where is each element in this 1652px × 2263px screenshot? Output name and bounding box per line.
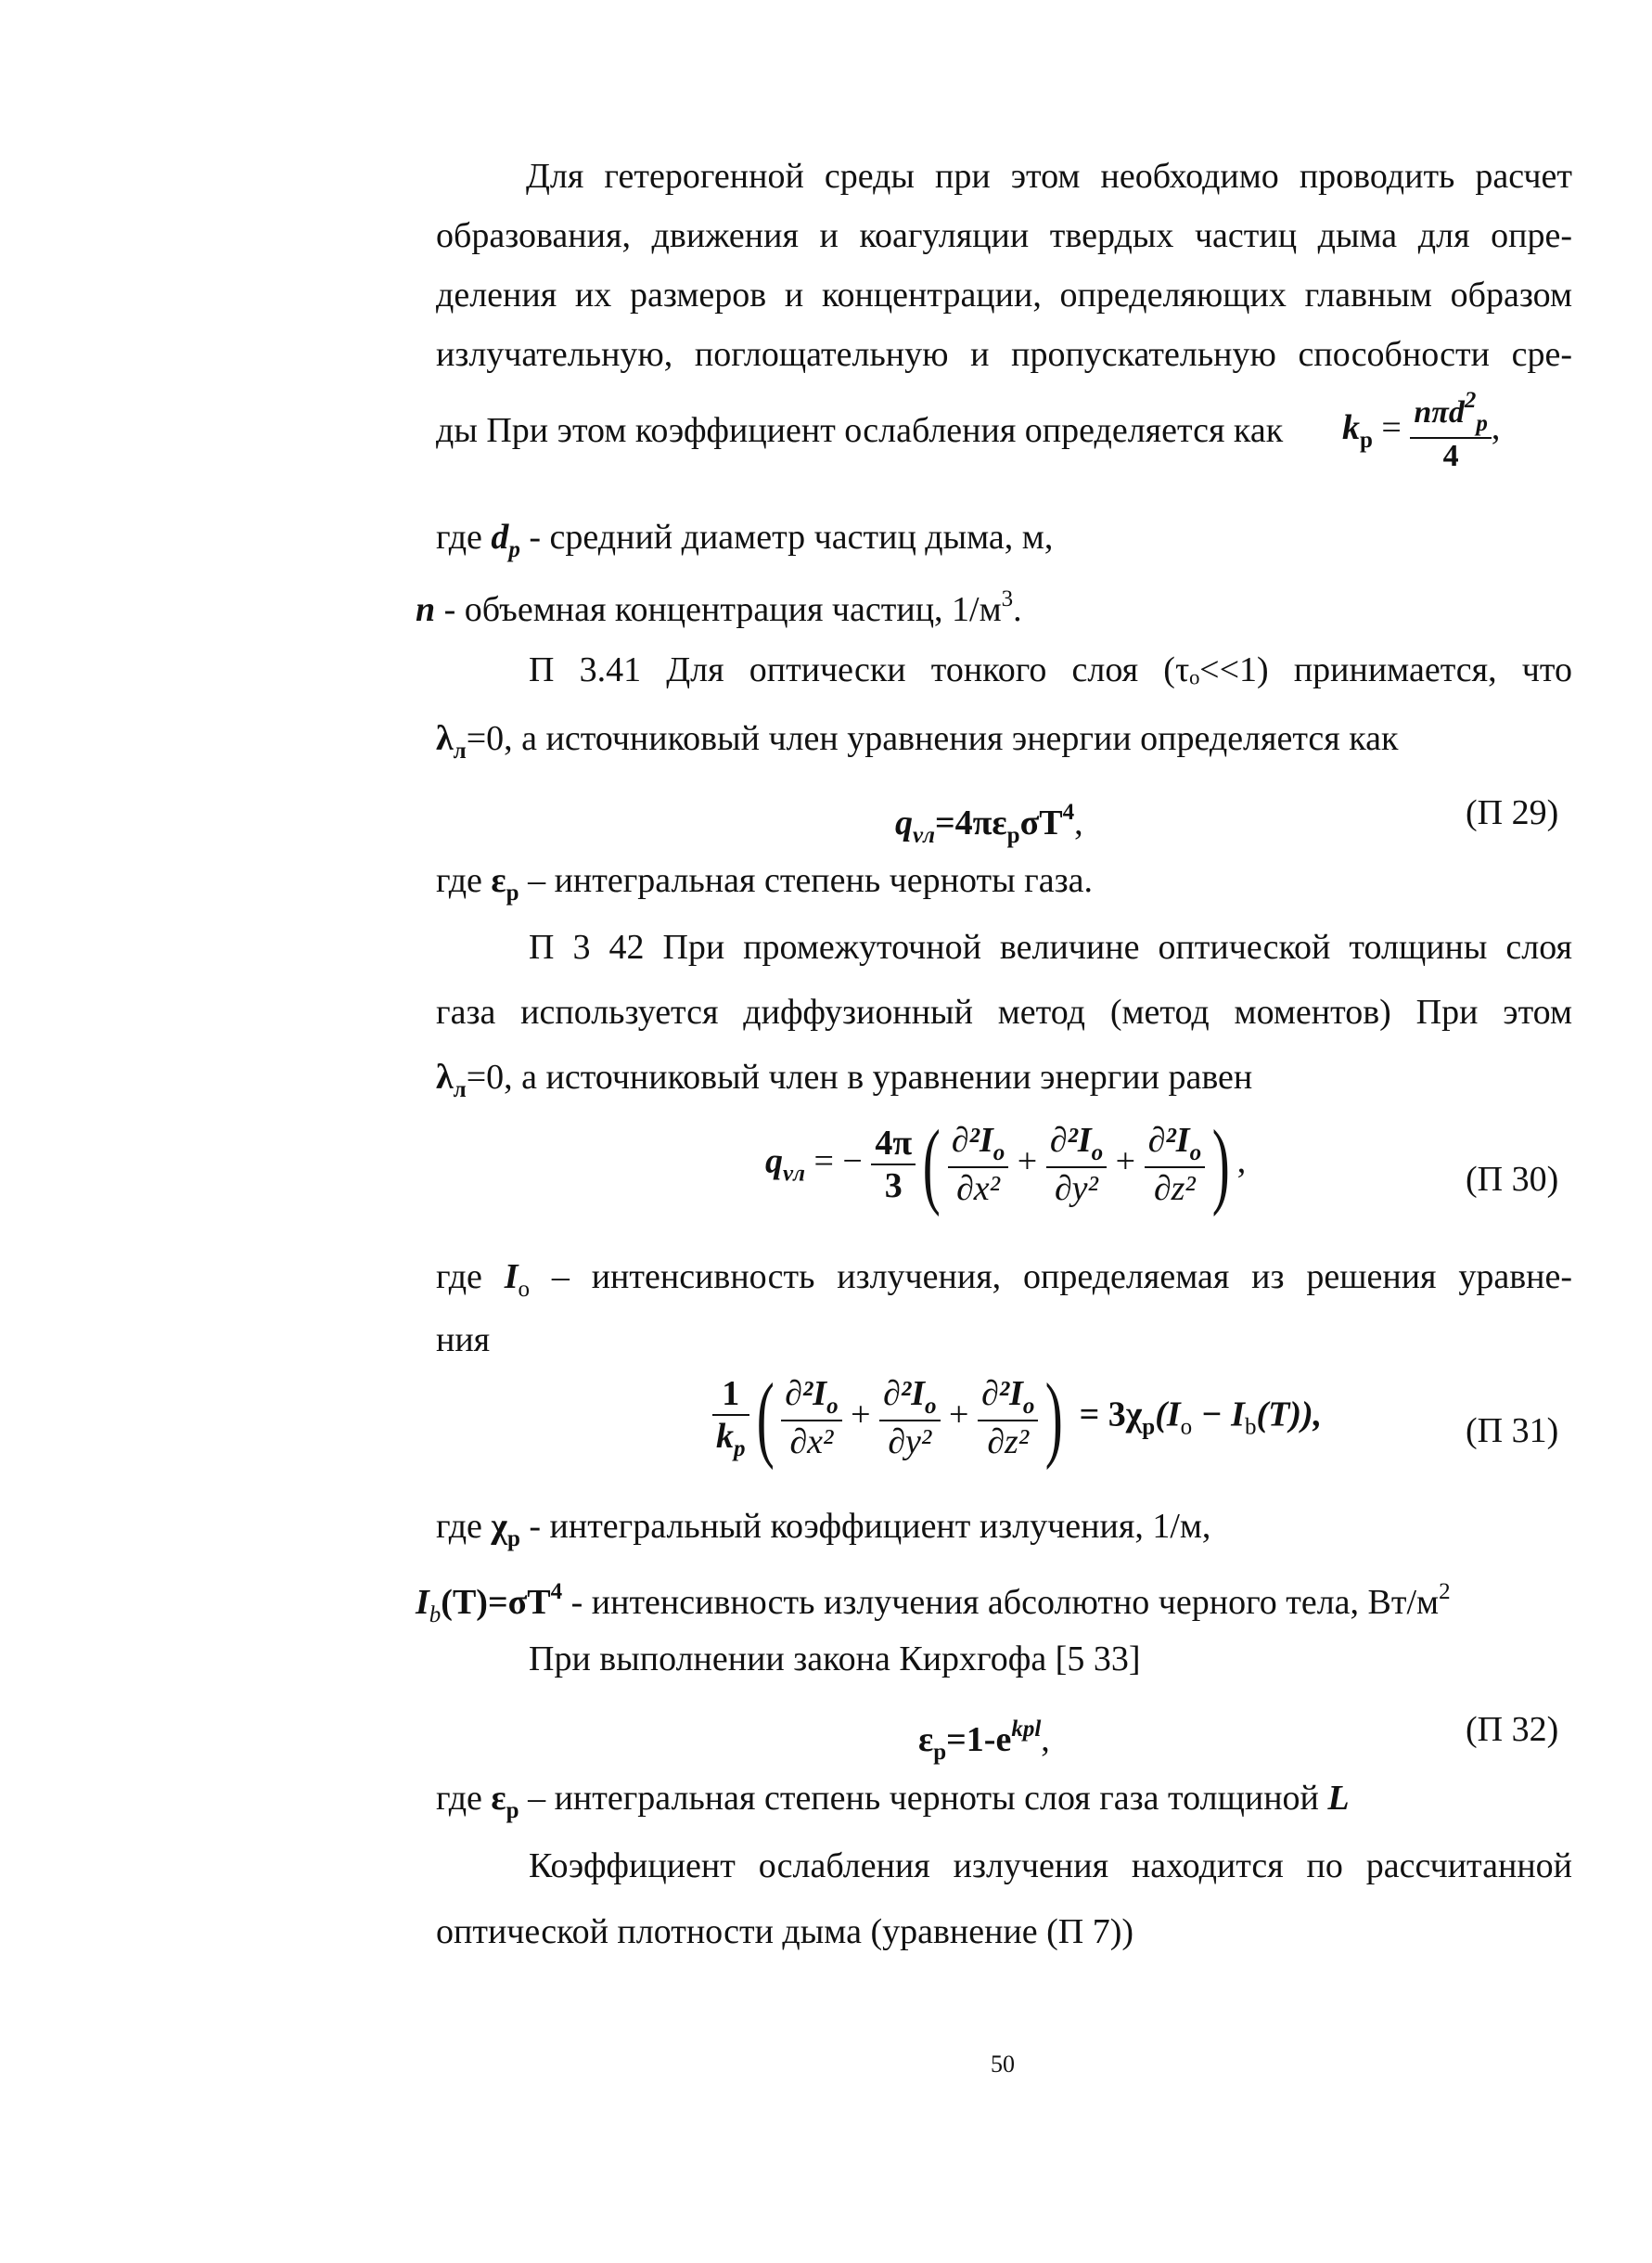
p341-lambda-sub: л [453,739,467,764]
eq31-rhs2-sub: o [1180,1414,1193,1440]
eq32-end: , [1041,1720,1050,1759]
eq31-t3-num: ∂²I [980,1374,1023,1413]
p341-where-prefix: где [436,861,482,900]
p342-where-sub: o [518,1277,531,1302]
eq31-rhs4: (T)), [1256,1395,1323,1434]
definition-ib-var: I [416,1583,429,1622]
p342-lambda-sub: л [453,1077,467,1102]
eq31-rhs3-sub: b [1244,1414,1257,1440]
eq32-rhs-sup: kpl [1011,1717,1042,1742]
eq31-term2 [879,1373,940,1462]
eq30-term2 [1046,1120,1107,1209]
eq29-rhs: =4πε [934,804,1007,842]
eq32-lhs-sub: p [933,1740,947,1765]
eq30-rparen: ) [1211,1111,1230,1217]
formula-kp-num-sub: p [1476,411,1488,436]
formula-kp-den: 4 [1410,437,1491,474]
definition-ib [416,1570,1451,1638]
eq30-term3 [1145,1120,1205,1209]
p342-line1: П 3 42 При промежуточной величине оптической толщины слоя [529,928,1572,967]
definition-n-text: - объемная концентрация частиц, 1/м [435,590,1002,629]
eq30-t1-num-sub: o [992,1140,1005,1165]
eq30-t2-den: ∂y² [1046,1166,1107,1209]
eq30-term1 [948,1120,1008,1209]
p342-where-var: I [504,1257,519,1296]
eq31-inv-kp [712,1373,749,1462]
definition-ib-sup: 4 [550,1579,563,1604]
eq30-lhs: q [765,1141,783,1181]
equation-p31 [712,1364,1323,1471]
p342-where-line2: ния [436,1320,491,1359]
p341-where-var: ε [491,861,506,900]
definition-chi-var: χ [491,1507,507,1546]
kirchhoff-where-L: L [1327,1779,1350,1818]
eq31-kp: k [716,1417,734,1456]
closing-line2: оптической плотности дыма (уравнение (П 7)) [436,1912,1134,1951]
eq29-lhs: q [895,804,913,842]
eq31-plus1: + [851,1395,871,1434]
eq32-lhs: ε [918,1720,934,1759]
eq31-one: 1 [722,1374,740,1413]
definition-chi-prefix: где [436,1507,482,1546]
equation-number-p32: (П 32) [1466,1710,1559,1749]
eq31-t2-den: ∂y² [879,1420,940,1462]
eq30-t3-num-sub: o [1189,1140,1202,1165]
kirchhoff-where-sub: p [506,1798,519,1823]
eq31-lparen: ( [756,1364,775,1471]
page-number: 50 [991,2051,1015,2077]
eq30-plus1: + [1017,1141,1038,1181]
eq31-kp-sub: p [734,1436,746,1461]
eq31-rparen: ) [1045,1364,1064,1471]
p341-lambda: λ [436,719,454,758]
p341-where-sub: p [506,881,519,906]
formula-kp-fraction [1410,388,1491,474]
definition-ib-mid: (T)=σT [441,1583,551,1622]
eq31-t1-den: ∂x² [781,1420,841,1462]
eq29-end: , [1074,804,1083,842]
eq30-t2-num: ∂²I [1049,1121,1092,1160]
eq30-coef [871,1123,916,1206]
eq30-coef-den: 3 [871,1164,916,1206]
eq30-lparen: ( [922,1111,941,1217]
definition-chi-sub: p [506,1526,520,1551]
para1-line3: деления их размеров и концентрации, определяющих главным образом [436,276,1572,315]
eq30-plus2: + [1115,1141,1136,1181]
eq30-end: , [1236,1141,1247,1181]
eq31-rhs3: − I [1192,1395,1245,1434]
closing-line1: Коэффициент ослабления излучения находится по рассчитанной [529,1846,1572,1885]
equation-p29 [895,791,1083,858]
p342-line3-text: =0, а источниковый член в уравнении энергии равен [466,1058,1253,1097]
definition-n-sup: 3 [1001,586,1014,611]
para1-line4: излучательную, поглощательную и пропускательную способности сре- [436,335,1572,374]
eq31-t3-num-sub: o [1022,1394,1035,1419]
eq31-rhs: = 3χ [1079,1395,1143,1434]
p341-where-text: – интегральная степень черноты газа. [519,861,1093,900]
eq31-term1 [781,1373,841,1462]
eq32-rhs: =1-e [946,1720,1012,1759]
p341-line1: П 3.41 Для оптически тонкого слоя (τₒ<<1) принимается, что [529,650,1572,689]
eq30-t2-num-sub: o [1091,1140,1104,1165]
eq31-t1-num-sub: o [826,1394,839,1419]
formula-kp-lhs-sub: p [1360,428,1373,454]
para1-line1: Для гетерогенной среды при этом необходимо проводить расчет [526,157,1572,196]
eq31-t2-num: ∂²I [883,1374,926,1413]
para1-line2: образования, движения и коагуляции твердых частиц дыма для опре- [436,216,1572,255]
eq31-plus2: + [949,1395,969,1434]
para1-line5-text: ды При этом коэффициент ослабления определяется как [436,411,1284,450]
kirchhoff-line: При выполнении закона Кирхгофа [5 33] [529,1639,1141,1678]
eq30-t3-num: ∂²I [1147,1121,1190,1160]
eq29-rhs2: σT [1019,804,1063,842]
definition-ib-sub: b [429,1602,442,1627]
equation-p30 [765,1111,1247,1217]
p342-line2: газа используется диффузионный метод (метод моментов) При этом [436,993,1572,1032]
p342-where-prefix: где [436,1257,482,1296]
definition-n-end: . [1013,590,1022,629]
eq31-t1-num: ∂²I [785,1374,827,1413]
p342-where-text: – интенсивность излучения, определяемая из решения уравне- [530,1257,1573,1296]
eq30-t3-den: ∂z² [1145,1166,1205,1209]
kirchhoff-where-prefix: где [436,1779,482,1818]
eq30-lhs-sub: νл [783,1161,805,1187]
formula-kp-num: nπd [1414,395,1465,430]
p342-where [436,1254,1572,1312]
eq31-rhs2: (I [1155,1395,1181,1434]
formula-kp: $k_p$ = $\frac{n\pi d^2_p}{4}$ , [1342,388,1501,473]
eq30-t1-den: ∂x² [948,1166,1008,1209]
definition-dp-prefix: где [436,518,482,557]
eq29-rhs-sup: 4 [1062,800,1075,825]
kirchhoff-where-text: – интегральная степень черноты слоя газа толщиной [519,1779,1328,1818]
eq31-rhs-sub: p [1142,1414,1156,1440]
definition-n-var: n [416,590,436,629]
p341-line2 [436,716,1399,774]
para1-line5 [436,408,1283,453]
eq29-rhs-sub: p [1006,823,1020,848]
equation-number-p29: (П 29) [1466,793,1559,832]
definition-dp-var: d [491,518,509,557]
p341-line2-text: =0, а источниковый член уравнения энергии определяется как [466,719,1399,758]
formula-kp-lhs: k [1342,408,1360,448]
definition-ib-sup2: 2 [1439,1579,1451,1604]
eq30-equals: = − [804,1141,863,1181]
definition-dp-sub: p [508,537,520,562]
definition-n [416,577,1022,632]
definition-chi [436,1504,1210,1562]
equation-number-p31: (П 31) [1466,1411,1559,1450]
definition-dp [436,515,1053,572]
definition-chi-text: - интегральный коэффициент излучения, 1/м, [519,1507,1211,1546]
p342-lambda: λ [436,1058,454,1097]
definition-dp-text: - средний диаметр частиц дыма, м, [519,518,1054,557]
kirchhoff-where-var: ε [491,1779,506,1818]
p342-line3 [436,1055,1252,1112]
equation-p32 [918,1707,1050,1775]
eq31-t2-num-sub: o [925,1394,937,1419]
eq30-coef-num: 4π [875,1124,913,1163]
kirchhoff-where [436,1776,1350,1833]
p341-where [436,858,1093,916]
definition-ib-text: - интенсивность излучения абсолютно черного тела, Вт/м [562,1583,1440,1622]
equation-number-p30: (П 30) [1466,1160,1559,1199]
eq29-lhs-sub: νл [913,823,935,848]
eq31-t3-den: ∂z² [978,1420,1038,1462]
eq30-t1-num: ∂²I [951,1121,993,1160]
formula-kp-num-sup: 2 [1464,388,1477,413]
eq31-term3 [978,1373,1038,1462]
